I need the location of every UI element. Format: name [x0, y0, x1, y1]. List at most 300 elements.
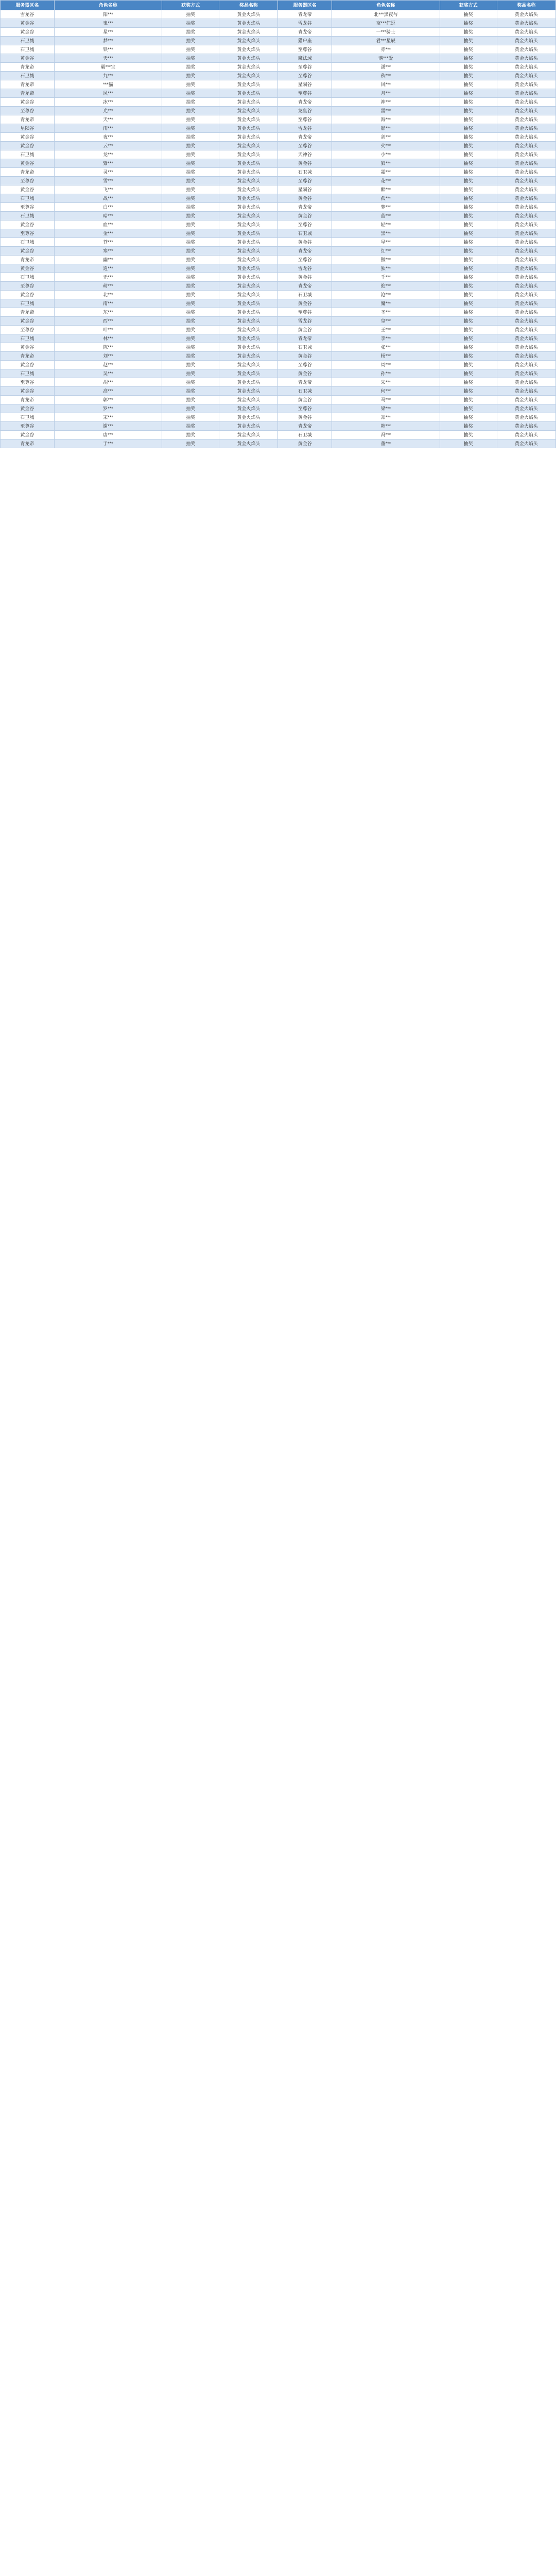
table-cell: 抽奖: [440, 317, 497, 326]
table-cell: 宋***: [54, 413, 162, 422]
table-cell: 战***: [54, 194, 162, 203]
table-cell: 黄金谷: [1, 404, 55, 413]
table-cell: 独***: [332, 264, 440, 273]
table-cell: 抽奖: [440, 142, 497, 150]
table-cell: 黄金火焰头: [497, 98, 555, 107]
table-cell: 黄金火焰头: [497, 413, 555, 422]
table-cell: 黄金火焰头: [219, 431, 278, 439]
table-cell: 云***: [54, 142, 162, 150]
table-cell: 黄金火焰头: [497, 194, 555, 203]
table-cell: 黄金火焰头: [219, 247, 278, 256]
table-cell: 沧***: [332, 291, 440, 299]
table-cell: 抽奖: [162, 98, 219, 107]
table-cell: 黄金火焰头: [497, 334, 555, 343]
table-cell: 黄金谷: [1, 247, 55, 256]
table-cell: 黄金火焰头: [219, 343, 278, 352]
table-cell: 抽奖: [162, 422, 219, 431]
table-cell: 孤***: [332, 194, 440, 203]
table-cell: 黄金火焰头: [219, 317, 278, 326]
table-cell: 黄金火焰头: [219, 107, 278, 115]
table-cell: 黄金火焰头: [219, 229, 278, 238]
table-cell: 东***: [54, 308, 162, 317]
table-row: [1, 150, 556, 159]
table-cell: 风***: [332, 80, 440, 89]
table-cell: 抽奖: [162, 107, 219, 115]
table-cell: 抽奖: [162, 273, 219, 282]
table-cell: 至尊谷: [278, 142, 332, 150]
table-row: [1, 387, 556, 396]
table-cell: 石卫城: [278, 431, 332, 439]
table-header-row: [1, 1, 556, 10]
table-cell: 抽奖: [440, 89, 497, 98]
table-cell: 抽奖: [162, 19, 219, 28]
table-cell: 黄金火焰头: [497, 378, 555, 387]
table-cell: 青龙帝: [278, 282, 332, 291]
table-cell: 抽奖: [440, 308, 497, 317]
table-row: [1, 308, 556, 317]
table-cell: 黄金火焰头: [219, 45, 278, 54]
table-cell: 黄金谷: [278, 413, 332, 422]
table-cell: 黄金谷: [278, 369, 332, 378]
table-cell: 黄金火焰头: [219, 352, 278, 361]
table-cell: 黄金火焰头: [497, 54, 555, 63]
table-cell: 黄金火焰头: [497, 72, 555, 80]
table-cell: 黄金谷: [1, 264, 55, 273]
table-cell: 黄金火焰头: [219, 124, 278, 133]
table-cell: 九***: [54, 72, 162, 80]
table-cell: 秋***: [332, 72, 440, 80]
table-cell: 至尊谷: [1, 326, 55, 334]
table-cell: 抽奖: [440, 334, 497, 343]
table-cell: 黄金火焰头: [497, 80, 555, 89]
table-cell: 抽奖: [440, 124, 497, 133]
table-cell: 千***: [332, 273, 440, 282]
winner-table: [0, 0, 556, 448]
table-cell: 黄金火焰头: [497, 396, 555, 404]
table-cell: 李***: [332, 334, 440, 343]
table-cell: 黄金火焰头: [497, 387, 555, 396]
table-cell: 落***爱: [332, 54, 440, 63]
table-cell: 至尊谷: [1, 422, 55, 431]
table-cell: 抽奖: [162, 343, 219, 352]
table-cell: 至尊谷: [1, 378, 55, 387]
table-cell: 黄金火焰头: [497, 45, 555, 54]
table-body: [1, 10, 556, 448]
table-cell: 抽奖: [162, 334, 219, 343]
table-row: [1, 431, 556, 439]
table-cell: 阳***: [54, 10, 162, 19]
table-cell: 黄金谷: [1, 317, 55, 326]
table-cell: 至尊谷: [1, 229, 55, 238]
table-row: [1, 37, 556, 45]
table-cell: 夜***: [54, 133, 162, 142]
column-header: 服务器区名: [1, 1, 55, 10]
table-row: [1, 159, 556, 168]
table-cell: 抽奖: [440, 177, 497, 185]
table-cell: 白***: [54, 203, 162, 212]
table-cell: 黄金谷: [1, 387, 55, 396]
table-row: [1, 256, 556, 264]
table-cell: 抽奖: [440, 361, 497, 369]
table-cell: 黄金火焰头: [219, 150, 278, 159]
table-cell: 黄金火焰头: [219, 256, 278, 264]
table-row: [1, 369, 556, 378]
table-cell: 黄金火焰头: [497, 185, 555, 194]
table-row: [1, 133, 556, 142]
table-cell: 青龙帝: [278, 203, 332, 212]
table-row: [1, 115, 556, 124]
table-cell: 黄金火焰头: [497, 326, 555, 334]
table-cell: 黄金火焰头: [219, 185, 278, 194]
table-cell: 暗***: [54, 212, 162, 221]
table-cell: 抽奖: [440, 282, 497, 291]
table-cell: 黄金火焰头: [219, 264, 278, 273]
table-cell: 黄金火焰头: [497, 115, 555, 124]
table-cell: 黄金火焰头: [219, 238, 278, 247]
table-cell: 火***: [332, 142, 440, 150]
table-cell: 抽奖: [162, 10, 219, 19]
table-cell: 星陨谷: [278, 185, 332, 194]
table-cell: 黄金火焰头: [497, 431, 555, 439]
table-cell: 黄金火焰头: [497, 19, 555, 28]
table-row: [1, 107, 556, 115]
table-cell: 抽奖: [162, 352, 219, 361]
table-row: [1, 185, 556, 194]
table-cell: 抽奖: [162, 124, 219, 133]
table-cell: 石卫城: [278, 229, 332, 238]
table-cell: 黄金火焰头: [497, 422, 555, 431]
table-cell: 无***: [54, 273, 162, 282]
table-cell: 黄金火焰头: [497, 369, 555, 378]
table-cell: 黄金火焰头: [219, 19, 278, 28]
table-cell: 高***: [54, 387, 162, 396]
table-cell: 黄金火焰头: [219, 115, 278, 124]
table-cell: 抽奖: [440, 422, 497, 431]
table-cell: 青龙帝: [278, 247, 332, 256]
table-cell: 黄金火焰头: [497, 89, 555, 98]
table-row: [1, 63, 556, 72]
table-cell: 雪龙谷: [278, 317, 332, 326]
table-row: [1, 89, 556, 98]
table-row: [1, 10, 556, 19]
table-cell: 抽奖: [440, 159, 497, 168]
table-cell: 雷***: [332, 107, 440, 115]
table-cell: 抽奖: [440, 439, 497, 448]
table-cell: 龙***: [54, 150, 162, 159]
table-cell: 抽奖: [440, 107, 497, 115]
table-row: [1, 124, 556, 133]
table-cell: 抽奖: [440, 221, 497, 229]
table-cell: 黄金火焰头: [497, 221, 555, 229]
table-cell: 青龙帝: [1, 115, 55, 124]
table-cell: 马***: [332, 396, 440, 404]
table-cell: 抽奖: [162, 150, 219, 159]
table-cell: ***猫: [54, 80, 162, 89]
table-cell: 抽奖: [162, 387, 219, 396]
table-cell: 董***: [332, 439, 440, 448]
table-cell: 至尊谷: [278, 45, 332, 54]
table-cell: 金***: [54, 229, 162, 238]
table-cell: 抽奖: [440, 37, 497, 45]
table-cell: 至尊谷: [1, 282, 55, 291]
table-cell: 黄金火焰头: [497, 124, 555, 133]
table-cell: 石卫城: [1, 194, 55, 203]
table-cell: 黄金火焰头: [219, 334, 278, 343]
table-cell: 雪***: [54, 177, 162, 185]
column-header: 获奖方式: [162, 1, 219, 10]
table-cell: 青龙帝: [1, 168, 55, 177]
table-cell: 冰***: [54, 98, 162, 107]
table-cell: 赵***: [54, 361, 162, 369]
table-cell: 苍***: [54, 238, 162, 247]
table-cell: 抽奖: [162, 63, 219, 72]
table-cell: 黄金火焰头: [497, 247, 555, 256]
table-row: [1, 291, 556, 299]
table-cell: 石卫城: [1, 369, 55, 378]
table-cell: 抽奖: [440, 352, 497, 361]
table-cell: 黄金火焰头: [497, 352, 555, 361]
table-cell: 青龙帝: [1, 352, 55, 361]
table-cell: 黄金火焰头: [219, 194, 278, 203]
table-cell: 黄金火焰头: [219, 212, 278, 221]
table-cell: 抽奖: [162, 282, 219, 291]
table-cell: 抽奖: [162, 238, 219, 247]
table-cell: 唐***: [54, 431, 162, 439]
table-cell: 抽奖: [440, 299, 497, 308]
table-row: [1, 317, 556, 326]
table-cell: 抽奖: [162, 439, 219, 448]
table-cell: 黄金谷: [278, 273, 332, 282]
table-cell: 轻***: [332, 221, 440, 229]
table-cell: 抽奖: [162, 89, 219, 98]
table-cell: 抽奖: [162, 413, 219, 422]
column-header: 角色名称: [332, 1, 440, 10]
table-cell: 石卫城: [1, 45, 55, 54]
table-cell: 石卫城: [1, 238, 55, 247]
table-cell: 黄金火焰头: [497, 439, 555, 448]
table-row: [1, 203, 556, 212]
table-cell: 黄金火焰头: [219, 80, 278, 89]
table-cell: 霸***宝: [54, 63, 162, 72]
table-cell: 星陨谷: [1, 124, 55, 133]
table-cell: 至尊谷: [278, 72, 332, 80]
table-cell: 黄金火焰头: [497, 203, 555, 212]
table-cell: 至尊谷: [278, 115, 332, 124]
table-cell: 黄金谷: [278, 396, 332, 404]
table-cell: 抽奖: [440, 203, 497, 212]
table-cell: 抽奖: [440, 19, 497, 28]
table-cell: 霜***: [332, 168, 440, 177]
table-row: [1, 221, 556, 229]
table-cell: 抽奖: [162, 80, 219, 89]
table-cell: 黄金火焰头: [497, 299, 555, 308]
table-cell: 刘***: [54, 352, 162, 361]
table-cell: 奈***仨逗: [332, 19, 440, 28]
table-cell: 抽奖: [440, 229, 497, 238]
table-cell: 石卫城: [1, 150, 55, 159]
table-cell: 黄金火焰头: [219, 133, 278, 142]
table-cell: 青龙帝: [278, 28, 332, 37]
table-cell: 青龙帝: [278, 378, 332, 387]
table-cell: 抽奖: [162, 431, 219, 439]
table-cell: 黑***: [332, 229, 440, 238]
table-cell: 黄金火焰头: [219, 54, 278, 63]
table-cell: 林***: [54, 334, 162, 343]
table-cell: 抽奖: [162, 212, 219, 221]
table-cell: 抽奖: [440, 45, 497, 54]
table-cell: 抽奖: [162, 264, 219, 273]
table-cell: 逍***: [54, 264, 162, 273]
table-row: [1, 352, 556, 361]
table-cell: 小***: [332, 150, 440, 159]
table-cell: 星陨谷: [278, 80, 332, 89]
table-cell: 青龙帝: [1, 396, 55, 404]
table-cell: 石卫城: [278, 168, 332, 177]
table-cell: 黄金火焰头: [219, 422, 278, 431]
table-cell: 抽奖: [440, 150, 497, 159]
table-cell: 抽奖: [162, 203, 219, 212]
table-cell: 红***: [332, 247, 440, 256]
table-cell: 狼***: [332, 159, 440, 168]
table-row: [1, 238, 556, 247]
table-cell: 抽奖: [440, 273, 497, 282]
table-cell: 抽奖: [162, 37, 219, 45]
table-cell: 梦***: [54, 37, 162, 45]
table-cell: 黄金火焰头: [219, 291, 278, 299]
table-row: [1, 247, 556, 256]
table-cell: 抽奖: [162, 369, 219, 378]
table-row: [1, 439, 556, 448]
table-cell: 抽奖: [162, 247, 219, 256]
table-row: [1, 404, 556, 413]
table-cell: 黄金火焰头: [497, 212, 555, 221]
table-cell: 青龙帝: [1, 63, 55, 72]
table-row: [1, 54, 556, 63]
table-cell: 抽奖: [440, 431, 497, 439]
table-cell: 梁***: [332, 404, 440, 413]
table-cell: 青龙帝: [278, 133, 332, 142]
table-cell: 雨***: [54, 124, 162, 133]
table-row: [1, 212, 556, 221]
table-cell: 郑***: [332, 413, 440, 422]
table-cell: 黄金谷: [278, 159, 332, 168]
table-cell: 天***: [54, 115, 162, 124]
table-cell: 黄金火焰头: [219, 387, 278, 396]
table-cell: 星***: [54, 28, 162, 37]
table-cell: 石卫城: [1, 334, 55, 343]
table-row: [1, 72, 556, 80]
table-cell: 黄金火焰头: [219, 369, 278, 378]
table-cell: 至尊谷: [278, 221, 332, 229]
table-cell: 黄金火焰头: [497, 256, 555, 264]
table-cell: 黄金火焰头: [219, 273, 278, 282]
table-cell: 青龙帝: [1, 256, 55, 264]
table-cell: 张***: [332, 343, 440, 352]
table-cell: 抽奖: [440, 413, 497, 422]
table-cell: 抽奖: [440, 404, 497, 413]
table-cell: 影***: [332, 124, 440, 133]
table-cell: 抽奖: [162, 159, 219, 168]
table-cell: 石卫城: [1, 413, 55, 422]
table-cell: 黄金火焰头: [497, 361, 555, 369]
table-row: [1, 19, 556, 28]
table-cell: 紫***: [54, 159, 162, 168]
column-header: 服务器区名: [278, 1, 332, 10]
table-cell: 黄金火焰头: [219, 168, 278, 177]
table-cell: 黄金火焰头: [219, 177, 278, 185]
table-cell: 抽奖: [162, 177, 219, 185]
table-cell: 黄金谷: [1, 98, 55, 107]
table-cell: 黄金谷: [1, 343, 55, 352]
table-row: [1, 264, 556, 273]
table-cell: 抽奖: [162, 72, 219, 80]
column-header: 奖品名称: [219, 1, 278, 10]
table-cell: 西***: [54, 317, 162, 326]
table-cell: 叶***: [54, 326, 162, 334]
table-cell: 何***: [332, 387, 440, 396]
table-cell: 黄金火焰头: [497, 317, 555, 326]
column-header: 角色名称: [54, 1, 162, 10]
table-cell: 黄金火焰头: [497, 229, 555, 238]
table-row: [1, 361, 556, 369]
table-cell: 抽奖: [162, 194, 219, 203]
table-cell: 黄金火焰头: [219, 159, 278, 168]
table-cell: 黄金火焰头: [497, 264, 555, 273]
table-cell: 北***: [54, 291, 162, 299]
table-row: [1, 299, 556, 308]
table-cell: 周***: [332, 361, 440, 369]
table-row: [1, 422, 556, 431]
table-cell: 抽奖: [440, 291, 497, 299]
table-cell: 黄金谷: [278, 238, 332, 247]
table-cell: 猎户座: [278, 37, 332, 45]
table-cell: 黄金火焰头: [219, 37, 278, 45]
table-cell: 陈***: [54, 343, 162, 352]
table-cell: 一***骑士: [332, 28, 440, 37]
table-cell: 抽奖: [162, 185, 219, 194]
table-row: [1, 177, 556, 185]
table-cell: 铁***: [54, 45, 162, 54]
table-cell: 魔法域: [278, 54, 332, 63]
table-cell: 王***: [332, 326, 440, 334]
table-cell: 寒***: [54, 247, 162, 256]
table-cell: 神***: [332, 98, 440, 107]
table-cell: 黄金火焰头: [219, 439, 278, 448]
table-row: [1, 282, 556, 291]
table-cell: 黄金火焰头: [497, 63, 555, 72]
table-cell: 石卫城: [1, 72, 55, 80]
table-cell: 抽奖: [162, 361, 219, 369]
table-cell: 抽奖: [162, 133, 219, 142]
table-cell: 抽奖: [440, 369, 497, 378]
table-cell: 抽奖: [440, 343, 497, 352]
table-cell: 黄金火焰头: [497, 142, 555, 150]
table-cell: 抽奖: [162, 317, 219, 326]
table-cell: 吴***: [54, 369, 162, 378]
table-row: [1, 45, 556, 54]
table-row: [1, 194, 556, 203]
table-cell: 抽奖: [162, 115, 219, 124]
table-cell: 黄金火焰头: [497, 10, 555, 19]
table-cell: 黄金火焰头: [497, 150, 555, 159]
table-row: [1, 334, 556, 343]
table-cell: 抽奖: [440, 212, 497, 221]
table-cell: 青龙帝: [278, 334, 332, 343]
table-cell: 花***: [332, 177, 440, 185]
table-row: [1, 413, 556, 422]
table-cell: 天神谷: [278, 150, 332, 159]
table-row: [1, 343, 556, 352]
